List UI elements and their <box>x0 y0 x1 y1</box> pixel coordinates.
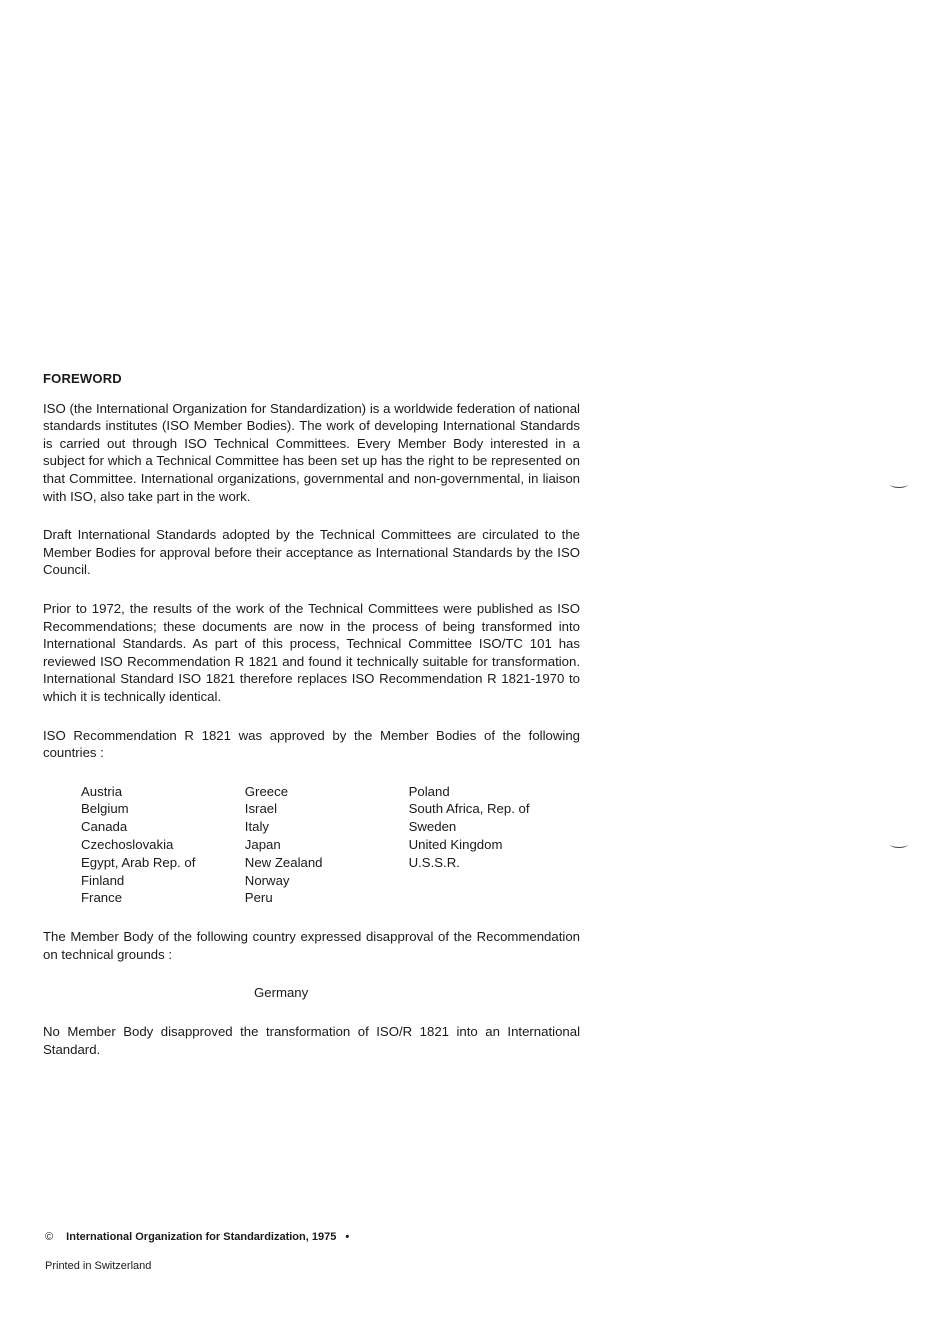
paragraph-closing: No Member Body disapproved the transformation of ISO/R 1821 into an International Standard. <box>43 1024 580 1057</box>
country-item: United Kingdom <box>408 837 503 853</box>
country-item: Poland <box>408 783 450 799</box>
country-column-3 <box>409 783 580 908</box>
copyright-text: International Organization for Standardization, 1975 <box>66 1231 337 1243</box>
copyright-line <box>45 1230 349 1244</box>
scan-mark-icon <box>890 481 908 488</box>
paragraph-iso-intro: ISO (the International Organization for Standardization) is a worldwide federation of national standards institutes (ISO Member Bodies). The work of developing International Standards is carried out through ISO Technical Committees. Every Member Body interested in a subject for which a Technical Committee has been set up has the right to be represented on that Committee. International organizations, governmental and non-governmental, in liaison with ISO, also take part in the work. <box>43 400 580 504</box>
country-column-1 <box>81 783 245 908</box>
paragraph-approval-intro: ISO Recommendation R 1821 was approved by the Member Bodies of the following countries : <box>43 727 580 761</box>
disapproving-country: Germany <box>254 985 309 1001</box>
country-item: Japan <box>244 837 281 853</box>
bullet-icon: • <box>345 1231 350 1243</box>
country-item: France <box>81 890 123 906</box>
country-item: Greece <box>244 783 289 799</box>
country-item: New Zealand <box>244 854 323 870</box>
paragraph-transformation: Prior to 1972, the results of the work of the Technical Committees were published as ISO Recommendations; these documents are now in the process of being transformed into International Standards. As part of this process, Technical Committee ISO/TC 101 has reviewed ISO Recommendation R 1821 and found it technically suitable for transformation. International Standard ISO 1821 therefore replaces ISO Recommendation R 1821-1970 to which it is technically identical. <box>43 600 580 704</box>
country-item: South Africa, Rep. of <box>408 801 530 817</box>
paragraph-draft-standards: Draft International Standards adopted by the Technical Committees are circulated to the Member Bodies for approval before their acceptance as International Standards by the ISO Council. <box>43 527 580 578</box>
country-item: U.S.S.R. <box>408 854 460 870</box>
country-item: Finland <box>81 872 125 888</box>
country-item: Belgium <box>81 801 129 817</box>
country-item: Israel <box>244 801 278 817</box>
country-item: Peru <box>244 890 273 906</box>
approving-countries-list <box>81 783 580 908</box>
country-item: Czechoslovakia <box>81 837 174 853</box>
scan-mark-icon <box>890 841 908 848</box>
country-item: Egypt, Arab Rep. of <box>81 854 196 870</box>
printed-in-line: Printed in Switzerland <box>45 1260 152 1272</box>
country-item: Austria <box>81 783 123 799</box>
paragraph-disapproval: The Member Body of the following country expressed disapproval of the Recommendation on technical grounds : <box>43 929 580 962</box>
foreword-section <box>43 370 580 1079</box>
copyright-symbol: © <box>45 1231 54 1243</box>
country-item: Canada <box>81 819 128 835</box>
country-column-2 <box>245 783 409 908</box>
foreword-heading: FOREWORD <box>43 371 122 386</box>
country-item: Norway <box>244 872 290 888</box>
country-item: Sweden <box>408 819 457 835</box>
country-item: Italy <box>244 819 269 835</box>
